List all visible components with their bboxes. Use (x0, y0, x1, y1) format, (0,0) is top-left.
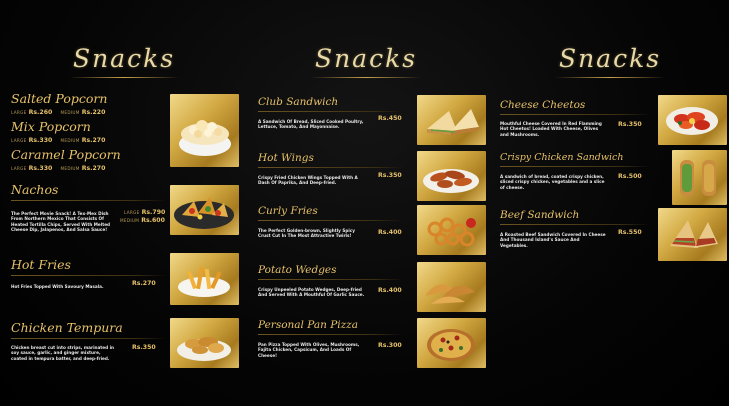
menu-item-crispy-chicken-sandwich (500, 153, 650, 190)
snacks-heading (34, 44, 214, 78)
menu-item-chicken-tempura (11, 322, 166, 361)
menu-item-club-sandwich (258, 97, 403, 130)
wings-plate-icon (417, 151, 486, 201)
potato-wedges-photo (417, 262, 486, 312)
item-divider (11, 275, 166, 276)
item-price: Rs.400 (378, 229, 402, 236)
heading-text: Snacks (72, 44, 176, 73)
curly-fries-icon (417, 205, 486, 255)
item-divider (500, 166, 650, 167)
club-sandwich-photo (417, 95, 486, 145)
item-name: Crispy Chicken Sandwich (500, 152, 624, 163)
size-label: MEDIUM (120, 218, 140, 223)
fries-plate-icon (170, 253, 239, 305)
nachos-plate-icon (170, 185, 239, 235)
heading-divider (69, 77, 179, 78)
size-label: LARGE (11, 165, 27, 171)
item-description: Mouthful Cheese Covered In Red Flamming Hot Cheetos! Loaded With Cheese, Olives and Mushrooms. (500, 120, 602, 137)
heading-text: Snacks (314, 44, 418, 73)
item-divider (258, 220, 403, 221)
size-label: MEDIUM (60, 165, 80, 171)
item-price: Rs.550 (618, 229, 642, 236)
crispy-chicken-sandwich-photo (672, 150, 727, 205)
item-divider (258, 334, 403, 335)
menu-item-caramel-popcorn (11, 149, 141, 172)
item-price: Rs.220 (81, 108, 106, 116)
cheese-cheetos-photo (658, 95, 727, 145)
item-price: Rs.270 (132, 280, 156, 287)
item-name: Personal Pan Pizza (258, 319, 358, 331)
beef-sandwich-photo (658, 208, 727, 261)
size-label: LARGE (11, 109, 27, 115)
item-price: Rs.600 (141, 217, 165, 224)
heading-divider (555, 77, 665, 78)
item-description: Crispy Fried Chicken Wings Topped With A Dash Of Paprika, And Deep-fried. (258, 174, 358, 186)
item-price: Rs.260 (28, 108, 53, 116)
item-description: Hot Fries Topped With Savoury Masala. (11, 283, 104, 289)
item-name: Caramel Popcorn (11, 147, 121, 162)
item-name: Mix Popcorn (11, 119, 91, 134)
item-divider (500, 224, 650, 225)
snacks-heading (276, 44, 456, 78)
item-price: Rs.350 (378, 172, 402, 179)
item-description: Pan Pizza Topped With Olives, Mushrooms, Fajita Chicken, Capsicum, And Loads Of Cheese! (258, 341, 360, 358)
item-name: Hot Wings (258, 152, 314, 164)
popcorn-photo (170, 94, 239, 167)
item-price: Rs.270 (81, 164, 106, 172)
hot-wings-photo (417, 151, 486, 201)
hot-fries-photo (170, 253, 239, 305)
item-description: The Perfect Golden-brown, Slightly Spicy Crust Cut In The Most Attractive Twirls! (258, 227, 356, 239)
item-name: Beef Sandwich (500, 209, 580, 221)
item-price: Rs.330 (28, 164, 53, 172)
item-price: Rs.500 (618, 173, 642, 180)
item-price: Rs.790 (141, 209, 166, 216)
item-description: Chicken breast cut into strips, marinated in soy sauce, garlic, and ginger mixture, coated in tempura batter, and deep-fried. (11, 344, 115, 361)
popcorn-bowl-icon (170, 94, 239, 167)
item-price: Rs.270 (81, 136, 106, 144)
menu-item-cheese-cheetos (500, 100, 650, 137)
item-description: A Roasted Beef Sandwich Covered In Cheese And Thousand Island's Sauce And Vegetables. (500, 231, 606, 248)
item-description: A sandwich of bread, coated crispy chicken, sliced crispy chicken, vegetables and a slice of cheese. (500, 173, 605, 190)
item-divider (500, 114, 650, 115)
chicken-tempura-photo (170, 318, 239, 368)
item-divider (11, 200, 166, 201)
item-divider (258, 167, 403, 168)
menu-item-salted-popcorn (11, 93, 141, 116)
item-description: A Sandwich Of Bread, Sliced Cooked Poultry, Lettuce, Tomato, And Mayonnaise. (258, 118, 364, 130)
wedges-icon (417, 262, 486, 312)
item-price: Rs.350 (618, 121, 642, 128)
item-price: Rs.450 (378, 115, 402, 122)
item-price: Rs.400 (378, 287, 402, 294)
item-divider (258, 279, 403, 280)
pizza-icon (417, 318, 486, 368)
heading-text: Snacks (558, 44, 662, 73)
item-name: Chicken Tempura (11, 320, 123, 335)
item-divider (11, 338, 166, 339)
item-price: Rs.300 (378, 342, 402, 349)
item-description: The Perfect Movie Snack! A Tex-Mex Dish From Northern Mexico That Consists Of Heated Tortilla Chips, Served With Melted Cheese Dip, Jalapenos, And Salsa Sauce! (11, 210, 111, 233)
tempura-plate-icon (170, 318, 239, 368)
heading-divider (311, 77, 421, 78)
menu-item-hot-fries (11, 259, 166, 289)
sandwich-icon (417, 95, 486, 145)
size-label: MEDIUM (60, 137, 80, 143)
size-label: LARGE (124, 210, 140, 215)
item-name: Nachos (11, 182, 59, 197)
menu-item-beef-sandwich (500, 210, 650, 248)
size-label: MEDIUM (60, 109, 80, 115)
item-divider (258, 111, 403, 112)
nachos-photo (170, 185, 239, 235)
item-name: Curly Fries (258, 205, 318, 217)
item-price: Rs.350 (132, 344, 156, 351)
item-description: Crispy Unpeeled Potato Wedges, Deep-fried And Served With A Mouthful Of Garlic Sauce. (258, 286, 365, 298)
cheetos-icon (658, 95, 727, 145)
menu-item-potato-wedges (258, 265, 403, 298)
item-name: Hot Fries (11, 257, 71, 272)
item-name: Club Sandwich (258, 96, 339, 108)
item-name: Potato Wedges (258, 264, 337, 276)
size-label: LARGE (11, 137, 27, 143)
menu-item-personal-pan-pizza (258, 320, 403, 358)
chicken-sandwich-icon (672, 150, 727, 205)
item-name: Cheese Cheetos (500, 99, 586, 111)
menu-item-mix-popcorn (11, 121, 141, 144)
menu-item-curly-fries (258, 206, 403, 239)
curly-fries-photo (417, 205, 486, 255)
pizza-photo (417, 318, 486, 368)
item-price: Rs.330 (28, 136, 53, 144)
menu-item-hot-wings (258, 153, 403, 186)
menu-item-nachos (11, 184, 166, 233)
snacks-heading (520, 44, 700, 78)
beef-sandwich-icon (658, 208, 727, 261)
item-name: Salted Popcorn (11, 91, 108, 106)
